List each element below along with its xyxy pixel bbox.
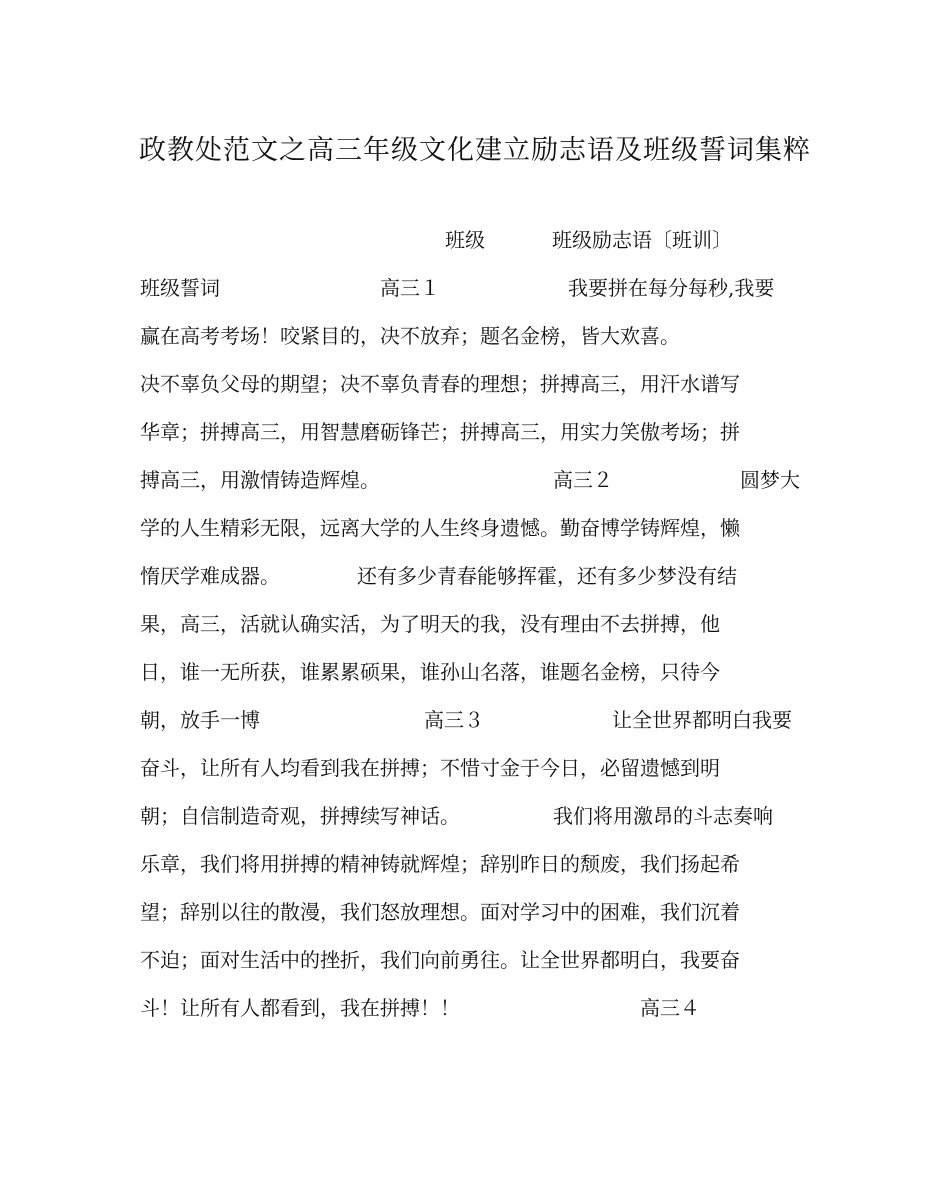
- text-segment: 日，谁一无所获，谁累累硕果，谁孙山名落，谁题名金榜，只待今: [140, 660, 720, 684]
- text-segment: 我们将用激昂的斗志奏响: [553, 804, 773, 828]
- text-segment: 惰厌学难成器。: [140, 564, 280, 588]
- header-motto: 班级励志语〔班训〕: [552, 228, 732, 252]
- class-label: 高三３: [424, 708, 484, 732]
- text-segment: 搏高三，用激情铸造辉煌。: [140, 468, 380, 492]
- text-line: [140, 464, 820, 496]
- text-line: [140, 992, 820, 1024]
- text-line: [140, 560, 820, 592]
- class-label: 高三２: [553, 468, 613, 492]
- text-segment: 还有多少青春能够挥霍，还有多少梦没有结: [357, 564, 737, 588]
- text-line: [140, 896, 820, 928]
- text-line: [140, 704, 820, 736]
- text-segment: 望；辞别以往的散漫，我们怒放理想。面对学习中的困难，我们沉着: [140, 900, 740, 924]
- text-line: [140, 368, 820, 400]
- text-line: [140, 272, 820, 304]
- header-oath: 班级誓词: [140, 276, 220, 300]
- text-segment: 乐章，我们将用拼搏的精神铸就辉煌；辞别昨日的颓废，我们扬起希: [140, 852, 740, 876]
- text-segment: 果，高三，活就认确实活，为了明天的我，没有理由不去拼搏，他: [140, 612, 720, 636]
- text-segment: 让全世界都明白我要: [612, 708, 792, 732]
- text-segment: 圆梦大: [740, 468, 800, 492]
- text-line: [140, 512, 820, 544]
- document-title: 政教处范文之高三年级文化建立励志语及班级誓词集粹: [139, 135, 811, 166]
- text-segment: 奋斗，让所有人均看到我在拼搏；不惜寸金于今日，必留遗憾到明: [140, 756, 720, 780]
- text-segment: 我要拼在每分每秒,我要: [568, 276, 775, 300]
- text-line: [140, 752, 820, 784]
- text-segment: 决不辜负父母的期望；决不辜负青春的理想；拼搏高三，用汗水谱写: [140, 372, 740, 396]
- text-line: [140, 320, 820, 352]
- class-label: 高三４: [640, 996, 700, 1020]
- text-segment: 朝；自信制造奇观，拼搏续写神话。: [140, 804, 460, 828]
- text-line: [140, 656, 820, 688]
- table-header-row: [140, 224, 820, 256]
- text-segment: 学的人生精彩无限，远离大学的人生终身遗憾。勤奋博学铸辉煌，懒: [140, 516, 740, 540]
- text-line: [140, 848, 820, 880]
- text-segment: 斗！让所有人都看到，我在拼搏！！: [140, 996, 460, 1020]
- text-line: [140, 608, 820, 640]
- text-line: [140, 416, 820, 448]
- header-class: 班级: [445, 228, 485, 252]
- text-segment: 赢在高考考场！咬紧目的，决不放弃；题名金榜，皆大欢喜。: [140, 324, 680, 348]
- text-line: [140, 944, 820, 976]
- text-segment: 不迫；面对生活中的挫折，我们向前勇往。让全世界都明白，我要奋: [140, 948, 740, 972]
- class-label: 高三１: [380, 276, 440, 300]
- text-segment: 华章；拼搏高三，用智慧磨砺锋芒；拼搏高三，用实力笑傲考场；拼: [140, 420, 740, 444]
- text-segment: 朝，放手一博: [140, 708, 260, 732]
- text-line: [140, 800, 820, 832]
